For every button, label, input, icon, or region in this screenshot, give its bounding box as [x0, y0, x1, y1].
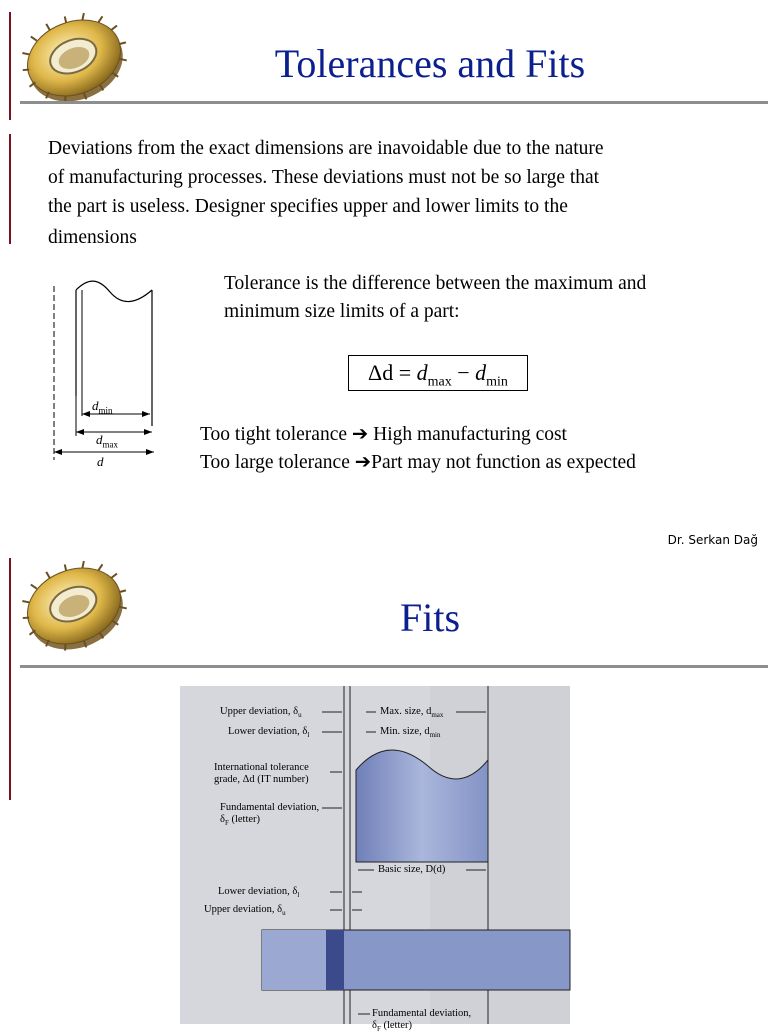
arrow-right-icon: ➔: [354, 452, 372, 473]
slide-tolerances: [0, 0, 768, 515]
intro-paragraph: [48, 134, 758, 252]
intro-line: Deviations from the exact dimensions are inavoidable due to the nature: [48, 138, 604, 159]
tolerance-formula: $\Delta d = d_{max} - d_{min}$: [348, 355, 528, 391]
arrow-right-icon: ➔: [351, 424, 369, 445]
label-upper-deviation: Upper deviation, $\delta_u$: [220, 706, 302, 720]
page-title: Fits: [399, 595, 461, 640]
accent-bar-left: [9, 134, 11, 244]
intro-line: dimensions: [48, 227, 137, 248]
label-upper-deviation-bottom: Upper deviation, $\delta_u$: [204, 904, 286, 918]
author-credit: Dr. Serkan Dağ: [667, 533, 758, 547]
fits-figure: [180, 686, 570, 1034]
definition-line: Tolerance is the difference between the maximum and: [224, 273, 647, 294]
definition-line: minimum size limits of a part:: [224, 301, 460, 322]
consequence-line: Too tight tolerance ➔ High manufacturing cost: [200, 424, 567, 445]
title-divider: [20, 665, 768, 668]
label-fundamental-deviation: Fundamental deviation, $\delta_F$ (letter): [220, 802, 320, 828]
accent-bar-top: [9, 12, 11, 120]
label-lower-deviation: Lower deviation, $\delta_l$: [228, 726, 310, 740]
consequence-list: [200, 421, 636, 477]
definition-text: [224, 270, 646, 326]
label-fundamental-deviation-bottom: Fundamental deviation, $\delta_F$ (letter): [372, 1008, 472, 1034]
label-dmax: $d_{max}$: [96, 432, 118, 450]
gear-logo-icon: [16, 552, 132, 658]
label-it-grade: International tolerance grade, Δd (IT number): [214, 762, 309, 785]
label-max-size: Max. size, $d_{max}$: [380, 706, 444, 720]
slide-fits: [0, 548, 768, 1034]
figure-labels: [180, 686, 570, 1034]
label-basic-size: Basic size, D(d): [378, 864, 446, 875]
accent-bar-left: [9, 680, 11, 800]
title-divider: [20, 101, 768, 104]
label-dmin: $d_{min}$: [92, 398, 113, 416]
gear-logo-icon: [16, 4, 132, 110]
intro-line: the part is useless. Designer specifies upper and lower limits to the: [48, 196, 568, 217]
label-d: d: [97, 454, 104, 469]
consequence-line: Too large tolerance ➔Part may not function as expected: [200, 452, 636, 473]
label-min-size: Min. size, $d_{min}$: [380, 726, 441, 740]
page-title: Tolerances and Fits: [274, 41, 586, 86]
label-lower-deviation-bottom: Lower deviation, $\delta_l$: [218, 886, 300, 900]
intro-line: of manufacturing processes. These deviations must not be so large that: [48, 167, 600, 188]
